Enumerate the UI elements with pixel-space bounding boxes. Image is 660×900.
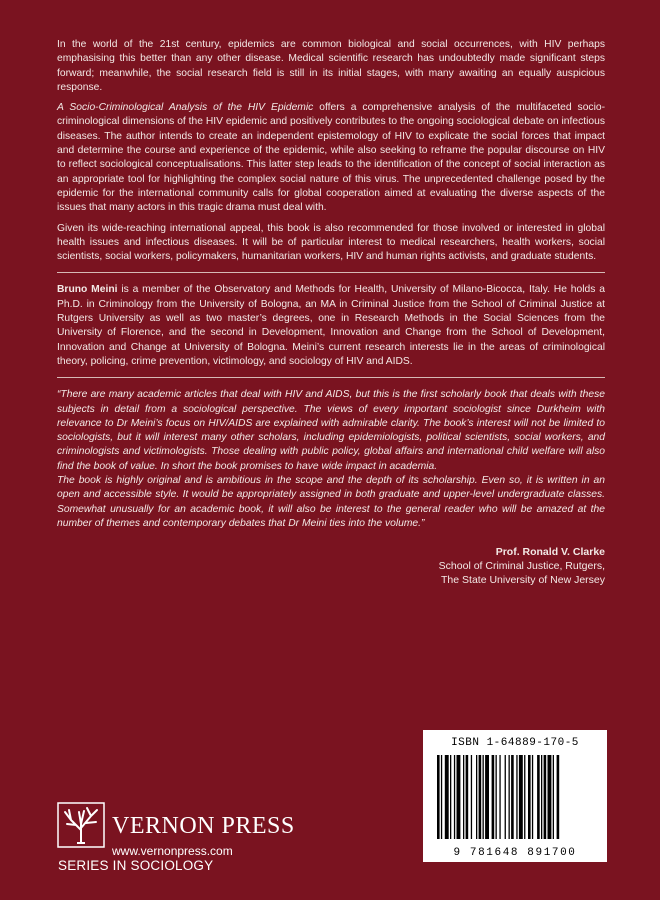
- divider-1: [57, 272, 605, 273]
- reviewer-name: Prof. Ronald V. Clarke: [495, 546, 605, 559]
- author-bio: [57, 283, 605, 369]
- isbn-barcode: [423, 730, 607, 862]
- barcode-bars: [437, 755, 593, 839]
- review-attribution: [57, 545, 605, 587]
- blurb-paragraph-2-text: offers a comprehensive analysis of the multifaceted socio-criminological dimensions of the HIV epidemic and positively contributes to the ongoing sociological debate on infectious diseases. The author intends to create an independent epistemology of HIV to explicate the social forces that impact and determine the course and experience of the epidemic, while also seeking to reframe the popular discourse on HIV to reflect sociological conceptualisations. This latter step leads to the identification of the concept of social interaction as an appropriate tool for highlighting the complex social nature of this virus. The unprecedented challenge posed by the epidemic for the international community calls for global cooperation aimed at evaluating the diverse aspects of the issues that many actors in this tragic drama must deal with.: [57, 102, 606, 214]
- reviewer-affiliation-2: The State University of New Jersey: [441, 574, 605, 587]
- review-paragraph-1: “There are many academic articles that deal with HIV and AIDS, but this is the first scholarly book that deals with these subjects in detail from a sociological perspective. The views of every important sociologist since Durkheim with relevance to Dr Meini’s focus on HIV/AIDS are explained with admirable clarity. The book’s interest will not be limited to sociologists, but it will interest many other scholars, including epidemiologists, political scientists, social workers, and criminologists and victimologists. Those dealing with public policy, global affairs and international child welfare will also find the book of value. In short the book promises to have wide impact in academia.: [57, 389, 605, 472]
- review-quote: [57, 388, 605, 531]
- review-paragraph-2: The book is highly original and is ambitious in the scope and the depth of its scholarship. Even so, it is written in an open and accessible style. It would be appropriately assigned in both graduate and upper-level undergraduate classes. Somewhat unusually for an academic book, it will also be interest to the general reader who will be amazed at the number of themes and contemporary debates that Dr Meini ties into the volume.”: [57, 475, 605, 529]
- publisher-name: VERNON PRESS: [112, 813, 295, 839]
- barcode-number: 9 781648 891700: [453, 847, 577, 859]
- back-cover-text: [57, 38, 605, 587]
- series-label: SERIES IN SOCIOLOGY: [58, 858, 214, 873]
- book-title: A Socio-Criminological Analysis of the HIV Epidemic: [57, 102, 314, 114]
- vernon-press-tree-logo-icon: [57, 802, 105, 848]
- reviewer-affiliation-1: School of Criminal Justice, Rutgers,: [438, 560, 605, 573]
- author-name: Bruno Meini: [57, 284, 118, 296]
- divider-2: [57, 377, 605, 378]
- blurb-paragraph-1: In the world of the 21st century, epidemics are common biological and social occurrences, with HIV perhaps emphasising this better than any other disease. Medical scientific research has undoubtedly made significant steps forward; meanwhile, the social research field is still in its initial stages, with many awaiting an equally auspicious response.: [57, 39, 605, 93]
- isbn-label: ISBN 1-64889-170-5: [451, 737, 579, 749]
- blurb-paragraph-2: [57, 101, 605, 215]
- publisher-url: www.vernonpress.com: [112, 844, 233, 858]
- author-bio-text: is a member of the Observatory and Methods for Health, University of Milano-Bicocca, Italy. He holds a Ph.D. in Criminology from the University of Bologna, an MA in Criminal Justice from the School of Criminal Justice at Rutgers University as well as two master’s degrees, one in Research Methods in the Social Sciences from the University of Florence, and the second in Development, Innovation and Change from the School of Development, Innovation and Change at University of Bologna. Meini’s current research interests lie in the areas of criminological theory, policing, crime prevention, victimology, and sociology of HIV and AIDS.: [57, 284, 605, 367]
- blurb-paragraph-3: Given its wide-reaching international appeal, this book is also recommended for those involved or interested in global health issues and infectious diseases. It will be of particular interest to medical researchers, health workers, social scientists, social workers, policymakers, humanitarian workers, HIV and human rights activists, and graduate students.: [57, 222, 605, 263]
